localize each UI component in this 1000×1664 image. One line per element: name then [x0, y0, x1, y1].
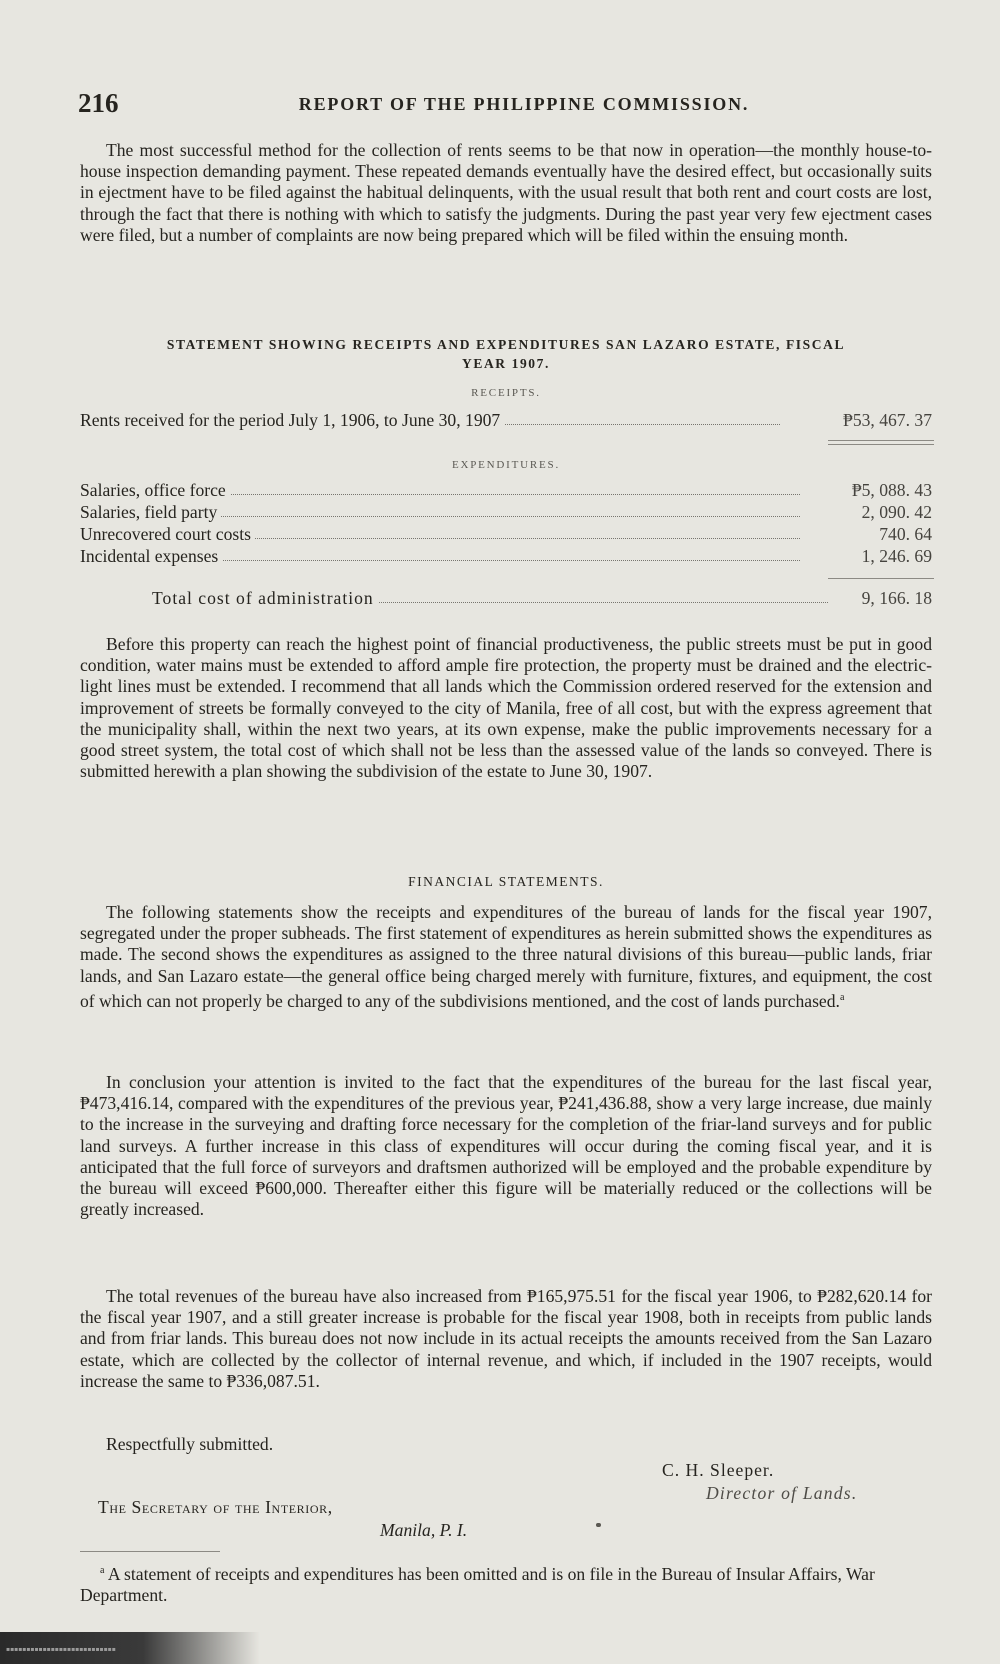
expenditure-amount: 1, 246. 69	[861, 546, 932, 566]
total-label: Total cost of administration	[152, 588, 378, 609]
expenditure-row	[80, 480, 932, 502]
footnote	[80, 1560, 932, 1606]
footnote-mark: a	[100, 1565, 105, 1576]
scan-edge-shadow	[0, 1632, 260, 1664]
paragraph-rent-collection: The most successful method for the collection of rents seems to be that now in operation—the monthly house-to-house inspection demanding payment. These repeated demands eventually have the desired effect, but occasionally suits in ejectment have to be filed against the habitual delinquents, with the usual result that both rent and court costs are lost, through the fact that there is nothing with which to satisfy the judgments. During the past year very few ejectment cases were filed, but a number of complaints are now being prepared which will be filed within the ensuing month.	[80, 140, 932, 245]
closing-line: Respectfully submitted.	[106, 1434, 274, 1454]
signature-title: Director of Lands.	[706, 1483, 858, 1503]
page-header	[78, 88, 930, 122]
expenditure-amount: ₱5, 088. 43	[851, 480, 932, 500]
rents-label: Rents received for the period July 1, 1906, to June 30, 1907	[80, 410, 504, 431]
total-amount: 9, 166. 18	[861, 588, 932, 608]
expenditure-label: Salaries, office force	[80, 480, 230, 501]
financial-statements-heading: FINANCIAL STATEMENTS.	[408, 874, 604, 889]
expenditure-amount: 2, 090. 42	[861, 502, 932, 522]
page-number: 216	[78, 88, 119, 118]
expenditure-label: Incidental expenses	[80, 546, 222, 567]
signature-name: C. H. Sleeper.	[662, 1460, 775, 1480]
receipts-heading: RECEIPTS.	[471, 387, 541, 399]
scan-watermark: ▪▪▪▪▪▪▪▪▪▪▪▪▪▪▪▪▪▪▪▪▪▪▪▪▪▪▪	[6, 1646, 116, 1653]
statement-title-line1: STATEMENT SHOWING RECEIPTS AND EXPENDITURES SAN LAZARO ESTATE, FISCAL	[166, 337, 846, 352]
addressee-line2: Manila, P. I.	[380, 1520, 468, 1540]
footnote-text: A statement of receipts and expenditures has been omitted and is on file in the Bureau of Insular Affairs, War Department.	[80, 1563, 875, 1605]
total-cost-row	[152, 588, 932, 610]
statement-title-line2: YEAR 1907.	[461, 356, 550, 371]
rents-amount: ₱53, 467. 37	[843, 410, 932, 430]
paragraph-text: The following statements show the receipts and expenditures of the bureau of lands for the fiscal year 1907, segregated under the proper subheads. The first statement of expenditures as herein submitted shows the expenditures as made. The second shows the expenditures as assigned to the three natural divisions of this bureau—public lands, friar lands, and San Lazaro estate—the general office being charged merely with furniture, fixtures, and equipment, the cost of which can not properly be charged to any of the subdivisions mentioned, and the cost of lands purchased.	[80, 902, 932, 1011]
paragraph-revenues: The total revenues of the bureau have also increased from ₱165,975.51 for the fiscal year 1906, to ₱282,620.14 for the fiscal year 1907, and a still greater increase is probable for the fiscal year 1908, both in receipts from public lands and from friar lands. This bureau does not now include in its actual receipts the amounts received from the San Lazaro estate, which are collected by the collector of internal revenue, and which, if included in the 1907 receipts, would increase the same to ₱336,087.51.	[80, 1286, 932, 1391]
expenditures-heading: EXPENDITURES.	[451, 459, 561, 471]
running-title: REPORT OF THE PHILIPPINE COMMISSION.	[298, 94, 750, 114]
footnote-marker: a	[839, 991, 845, 1003]
receipts-rule-2	[828, 444, 934, 445]
expenditure-label: Unrecovered court costs	[80, 524, 255, 545]
expenditure-row	[80, 502, 932, 524]
expenditure-row	[80, 524, 932, 546]
expenditure-amount: 740. 64	[879, 524, 932, 544]
expenditure-label: Salaries, field party	[80, 502, 221, 523]
paragraph-conclusion: In conclusion your attention is invited to the fact that the expenditures of the bureau for the last fiscal year, ₱473,416.14, compared with the expenditures of the previous year, ₱241,436.88, show a very large increase, due mainly to the increase in the surveying and drafting force necessary for the completion of the friar-land surveys and for public land surveys. A further increase in this class of expenditures will occur during the coming fiscal year, and it is anticipated that the full force of surveyors and draftsmen authorized will be employed and the probable expenditure by the bureau will exceed ₱600,000. Thereafter either this figure will be materially reduced or the collections will be greatly increased.	[80, 1072, 932, 1220]
paragraph-improvements: Before this property can reach the highest point of financial productiveness, the public streets must be put in good condition, water mains must be extended to afford ample fire protection, the property must be drained and the electric-light lines must be extended. I recommend that all lands which the Commission ordered reserved for the extension and improvement of streets be formally conveyed to the city of Manila, free of all cost, but with the express agreement that the municipality shall, within the next two years, at its own expense, make the public improvements necessary for a good street system, the total cost of which shall not be less than the assessed value of the lands so conveyed. There is submitted herewith a plan showing the subdivision of the estate to June 30, 1907.	[80, 634, 932, 782]
addressee-line1: The Secretary of the Interior,	[98, 1497, 333, 1517]
footnote-rule	[80, 1551, 220, 1552]
rents-received-row	[80, 410, 932, 432]
expenditure-row	[80, 546, 932, 568]
expenditures-rule	[828, 578, 934, 579]
receipts-rule	[828, 440, 934, 441]
ink-spot	[596, 1523, 601, 1527]
paragraph-financial-statements	[80, 902, 932, 1012]
